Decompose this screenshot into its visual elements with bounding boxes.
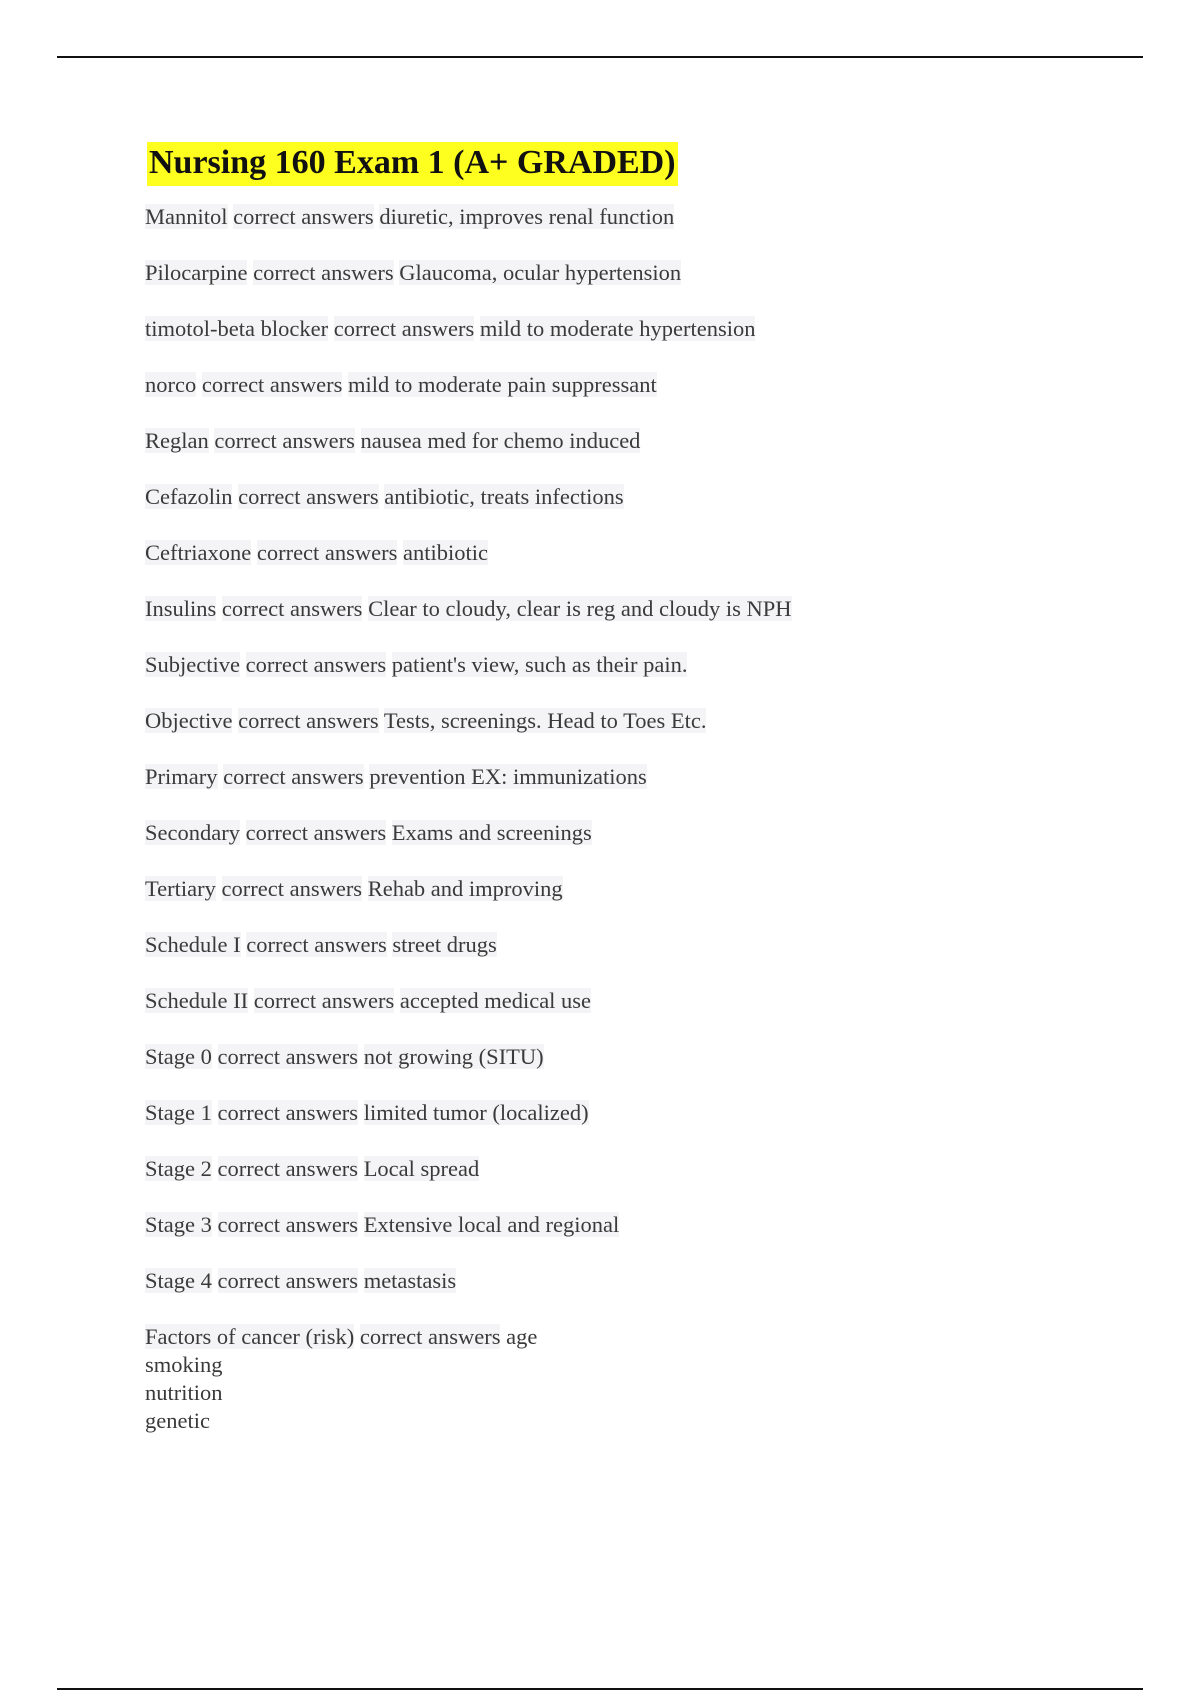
document-body bbox=[145, 141, 1105, 1435]
entry-separator: correct answers bbox=[245, 820, 387, 845]
qa-entry bbox=[145, 1099, 1105, 1155]
qa-entry bbox=[145, 707, 1105, 763]
entry-term: Cefazolin bbox=[145, 484, 233, 509]
entry-answer: age bbox=[506, 1324, 538, 1349]
qa-entry bbox=[145, 651, 1105, 707]
entry-answer: mild to moderate hypertension bbox=[479, 316, 756, 341]
qa-entry bbox=[145, 427, 1105, 483]
entry-answer: smoking bbox=[145, 1352, 223, 1377]
entry-separator: correct answers bbox=[217, 1268, 359, 1293]
entry-term: Stage 3 bbox=[145, 1212, 212, 1237]
entry-answer: antibiotic bbox=[403, 540, 489, 565]
entry-term: Schedule I bbox=[145, 932, 241, 957]
entry-term: Reglan bbox=[145, 428, 209, 453]
qa-entry bbox=[145, 987, 1105, 1043]
top-rule bbox=[57, 56, 1143, 58]
entry-answer: mild to moderate pain suppressant bbox=[348, 372, 657, 397]
entry-term: Tertiary bbox=[145, 876, 216, 901]
qa-entry bbox=[145, 1211, 1105, 1267]
entry-separator: correct answers bbox=[233, 204, 374, 229]
entry-separator: correct answers bbox=[217, 1100, 359, 1125]
entry-term: Ceftriaxone bbox=[145, 540, 252, 565]
entry-answer: prevention EX: immunizations bbox=[369, 764, 647, 789]
entry-separator: correct answers bbox=[201, 372, 343, 397]
entry-term: timotol-beta blocker bbox=[145, 316, 329, 341]
entry-answer: Glaucoma, ocular hypertension bbox=[399, 260, 682, 285]
qa-entry bbox=[145, 875, 1105, 931]
entry-term: Stage 0 bbox=[145, 1044, 212, 1069]
entry-separator: correct answers bbox=[221, 876, 363, 901]
qa-entry bbox=[145, 315, 1105, 371]
entry-separator: correct answers bbox=[223, 764, 364, 789]
entry-answer: limited tumor (localized) bbox=[363, 1100, 589, 1125]
entry-term: Mannitol bbox=[145, 204, 228, 229]
entry-separator: correct answers bbox=[256, 540, 398, 565]
entry-answer: Tests, screenings. Head to Toes Etc. bbox=[383, 708, 707, 733]
entry-separator: correct answers bbox=[214, 428, 355, 453]
entry-separator: correct answers bbox=[359, 1324, 501, 1349]
entry-answer: nausea med for chemo induced bbox=[360, 428, 641, 453]
entry-separator: correct answers bbox=[333, 316, 475, 341]
qa-entry bbox=[145, 1043, 1105, 1099]
entry-answer: Extensive local and regional bbox=[363, 1212, 620, 1237]
entry-answer: street drugs bbox=[392, 932, 497, 957]
entry-separator: correct answers bbox=[217, 1044, 359, 1069]
qa-entry bbox=[145, 203, 1105, 259]
entry-separator: correct answers bbox=[246, 932, 387, 957]
qa-entry bbox=[145, 371, 1105, 427]
document-title bbox=[145, 141, 680, 187]
entry-answer: nutrition bbox=[145, 1380, 223, 1405]
entry-answer: patient's view, such as their pain. bbox=[391, 652, 688, 677]
title-highlight: Nursing 160 Exam 1 (A+ GRADED) bbox=[147, 142, 678, 186]
qa-list bbox=[145, 203, 1105, 1435]
entry-answer: antibiotic, treats infections bbox=[384, 484, 624, 509]
bottom-rule bbox=[57, 1688, 1143, 1690]
entry-separator: correct answers bbox=[217, 1212, 359, 1237]
entry-answer: metastasis bbox=[363, 1268, 457, 1293]
qa-entry bbox=[145, 1267, 1105, 1323]
entry-term: Pilocarpine bbox=[145, 260, 248, 285]
entry-term: Stage 4 bbox=[145, 1268, 212, 1293]
qa-entry bbox=[145, 259, 1105, 315]
entry-answer-line bbox=[145, 1407, 1105, 1435]
qa-entry bbox=[145, 483, 1105, 539]
entry-answer-line bbox=[145, 1351, 1105, 1379]
qa-entry bbox=[145, 931, 1105, 987]
entry-term: norco bbox=[145, 372, 197, 397]
entry-term: Factors of cancer (risk) bbox=[145, 1324, 355, 1349]
entry-term: Subjective bbox=[145, 652, 240, 677]
entry-first-line bbox=[145, 1323, 1105, 1351]
entry-answer: diuretic, improves renal function bbox=[379, 204, 675, 229]
qa-entry bbox=[145, 595, 1105, 651]
entry-term: Objective bbox=[145, 708, 233, 733]
entry-separator: correct answers bbox=[245, 652, 387, 677]
qa-entry bbox=[145, 539, 1105, 595]
entry-term: Stage 2 bbox=[145, 1156, 212, 1181]
entry-answer: genetic bbox=[145, 1408, 210, 1433]
qa-entry bbox=[145, 1155, 1105, 1211]
entry-term: Schedule II bbox=[145, 988, 249, 1013]
entry-separator: correct answers bbox=[238, 708, 379, 733]
entry-answer: Local spread bbox=[363, 1156, 480, 1181]
entry-separator: correct answers bbox=[217, 1156, 359, 1181]
entry-separator: correct answers bbox=[253, 260, 394, 285]
qa-entry-multiline bbox=[145, 1323, 1105, 1435]
qa-entry bbox=[145, 763, 1105, 819]
entry-separator: correct answers bbox=[253, 988, 395, 1013]
entry-term: Secondary bbox=[145, 820, 240, 845]
entry-term: Insulins bbox=[145, 596, 217, 621]
entry-answer: Clear to cloudy, clear is reg and cloudy is NPH bbox=[368, 596, 792, 621]
entry-answer: Exams and screenings bbox=[391, 820, 592, 845]
entry-separator: correct answers bbox=[238, 484, 379, 509]
entry-answer-line bbox=[145, 1379, 1105, 1407]
qa-entry bbox=[145, 819, 1105, 875]
entry-answer: accepted medical use bbox=[399, 988, 592, 1013]
entry-answer: not growing (SITU) bbox=[363, 1044, 544, 1069]
entry-term: Primary bbox=[145, 764, 218, 789]
entry-answer: Rehab and improving bbox=[367, 876, 563, 901]
entry-term: Stage 1 bbox=[145, 1100, 212, 1125]
entry-separator: correct answers bbox=[221, 596, 363, 621]
